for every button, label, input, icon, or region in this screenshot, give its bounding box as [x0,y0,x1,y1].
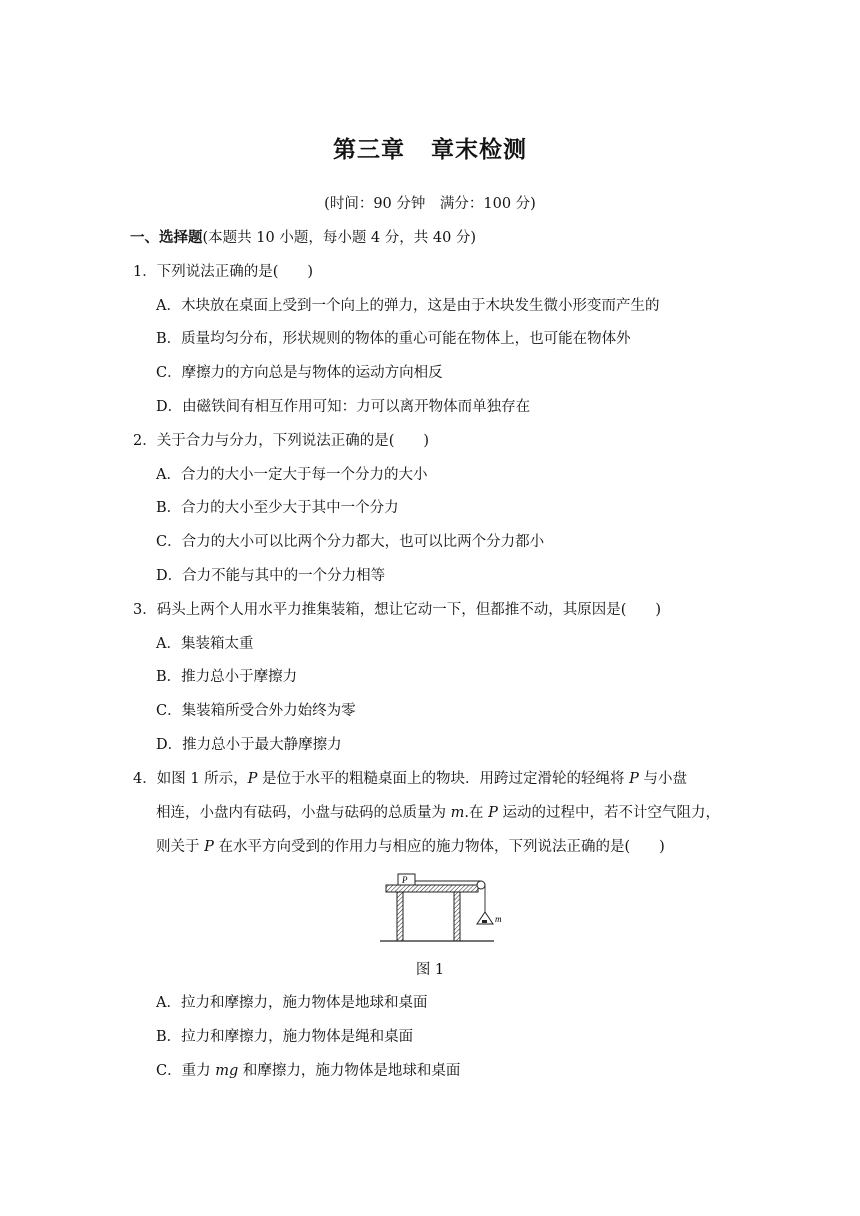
q4-text: 在水平方向受到的作用力与相应的施力物体，下列说法正确的是( ) [213,839,665,855]
section-heading [130,228,476,248]
question-4-option-a: A．拉力和摩擦力，施力物体是地球和桌面 [156,995,428,1011]
question-3-stem: 3．码头上两个人用水平力推集装箱，想让它动一下，但都推不动，其原因是( ) [133,602,662,618]
q4-var-p: P [488,805,498,821]
question-3-option-c: C．集装箱所受合外力始终为零 [156,703,356,719]
q4c-text: 和摩擦力，施力物体是地球和桌面 [238,1063,461,1079]
q4-text: 则关于 [156,839,205,855]
figure-1-caption: 图 1 [415,962,445,978]
question-3-option-d: D．推力总小于最大静摩擦力 [156,737,342,753]
table-leg-right [454,892,460,941]
q4-var-p: P [247,771,258,787]
q4c-var-mg: mg [215,1063,239,1079]
question-1-stem: 1．下列说法正确的是( ) [133,264,314,280]
question-2-option-c: C．合力的大小可以比两个分力都大，也可以比两个分力都小 [156,534,545,550]
section-note: (本题共 10 小题，每小题 4 分，共 40 分) [202,230,477,246]
q4-text: 相连，小盘内有砝码，小盘与砝码的总质量为 [156,805,451,821]
q4-var-p: P [629,771,639,787]
question-4-stem-line-1 [133,769,687,789]
question-1-option-d: D．由磁铁间有相互作用可知：力可以离开物体而单独存在 [156,399,531,415]
question-3-option-b: B．推力总小于摩擦力 [156,669,298,685]
pulley [477,881,485,889]
table-pulley-diagram [380,868,510,944]
exam-info: (时间：90 分钟 满分：100 分) [324,196,536,212]
question-4-stem-line-2 [156,803,720,823]
q4-text: .在 [464,805,489,821]
question-2-option-d: D．合力不能与其中的一个分力相等 [156,568,386,584]
question-1-option-a: A．木块放在桌面上受到一个向上的弹力，这是由于木块发生微小形变而产生的 [156,298,660,314]
question-4-option-b: B．拉力和摩擦力，施力物体是绳和桌面 [156,1029,414,1045]
question-4-stem-line-3 [156,837,665,857]
mass-label: m [495,914,502,924]
q4-text: 4．如图 1 所示， [133,771,248,787]
q4-text: 与小盘 [638,771,688,787]
section-title: 一、选择题 [130,230,203,246]
question-4-option-c [156,1061,460,1081]
q4-text: 运动的过程中，若不计空气阻力， [497,805,720,821]
q4-var-p: P [204,839,214,855]
figure-1-diagram [380,868,510,948]
q4c-text: C．重力 [156,1063,216,1079]
q4-text: 是位于水平的粗糙桌面上的物块．用跨过定滑轮的轻绳将 [257,771,630,787]
question-2-option-a: A．合力的大小一定大于每一个分力的大小 [156,467,428,483]
title-name: 章末检测 [431,137,527,163]
question-1-option-c: C．摩擦力的方向总是与物体的运动方向相反 [156,365,443,381]
question-2-option-b: B．合力的大小至少大于其中一个分力 [156,500,399,516]
title-chapter: 第三章 [333,137,405,163]
table-leg-left [397,892,403,941]
page-title [0,131,860,164]
block-p-label: P [402,875,408,885]
question-2-stem: 2．关于合力与分力，下列说法正确的是( ) [133,433,430,449]
question-3-option-a: A．集装箱太重 [156,636,254,652]
table-top [386,885,478,892]
question-1-option-b: B．质量均匀分布，形状规则的物体的重心可能在物体上，也可能在物体外 [156,331,631,347]
q4-var-m: m [450,805,465,821]
